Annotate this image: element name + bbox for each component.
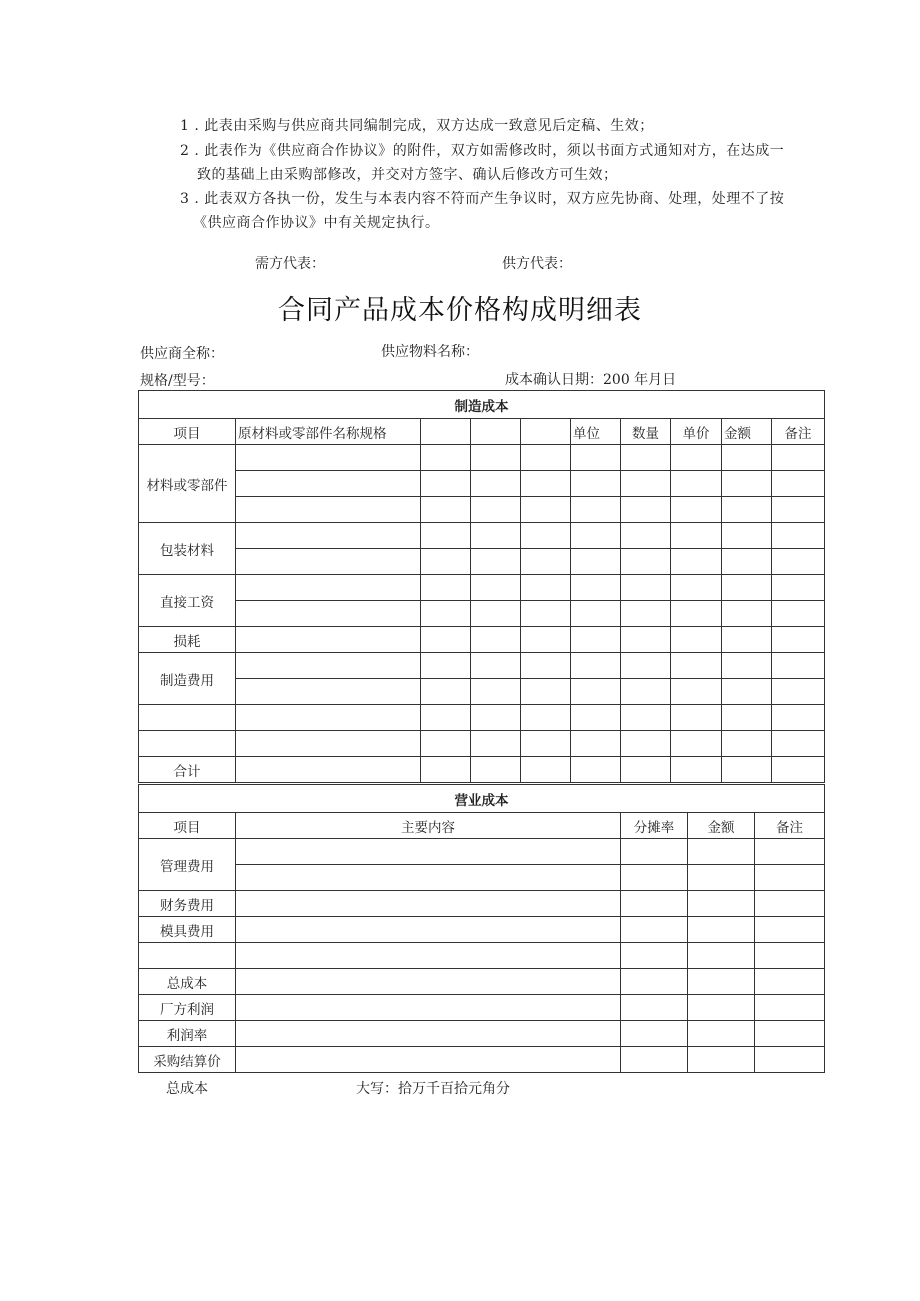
row-label-profit-rate: 利润率	[139, 1021, 236, 1047]
input-cell[interactable]	[755, 969, 825, 995]
input-cell[interactable]	[521, 497, 571, 523]
input-cell[interactable]	[471, 653, 521, 679]
input-cell[interactable]	[772, 731, 825, 757]
input-cell[interactable]	[521, 627, 571, 653]
input-cell[interactable]	[722, 471, 772, 497]
input-cell[interactable]	[621, 839, 688, 865]
footer-total-cost-label: 总成本	[166, 1081, 208, 1097]
note-line-4: 3 . 此表双方各执一份，发生与本表内容不符而产生争议时，双方应先协商、处理，处理不了按	[180, 191, 785, 207]
input-cell[interactable]	[621, 995, 688, 1021]
input-cell[interactable]	[688, 891, 755, 917]
input-cell[interactable]	[688, 1021, 755, 1047]
input-cell[interactable]	[521, 471, 571, 497]
input-cell[interactable]	[471, 445, 521, 471]
input-cell[interactable]	[688, 839, 755, 865]
input-cell[interactable]	[621, 891, 688, 917]
row-label-blank[interactable]	[139, 705, 236, 731]
input-cell[interactable]	[722, 575, 772, 601]
row-label-finance-expense: 财务费用	[139, 891, 236, 917]
input-cell[interactable]	[621, 969, 688, 995]
input-cell[interactable]	[236, 601, 421, 627]
input-cell[interactable]	[621, 627, 671, 653]
input-cell[interactable]	[671, 575, 722, 601]
input-cell[interactable]	[671, 471, 722, 497]
header-item: 项目	[139, 813, 236, 839]
input-cell[interactable]	[421, 705, 471, 731]
input-cell[interactable]	[471, 757, 521, 783]
input-cell[interactable]	[755, 995, 825, 1021]
input-cell[interactable]	[471, 627, 521, 653]
input-cell[interactable]	[571, 757, 621, 783]
input-cell[interactable]	[755, 839, 825, 865]
input-cell[interactable]	[571, 445, 621, 471]
input-cell[interactable]	[621, 865, 688, 891]
input-cell[interactable]	[571, 523, 621, 549]
input-cell[interactable]	[236, 705, 421, 731]
input-cell[interactable]	[236, 575, 421, 601]
input-cell[interactable]	[722, 549, 772, 575]
input-cell[interactable]	[772, 445, 825, 471]
input-cell[interactable]	[772, 523, 825, 549]
input-cell[interactable]	[521, 705, 571, 731]
input-cell[interactable]	[471, 523, 521, 549]
input-cell[interactable]	[671, 679, 722, 705]
header-material-spec: 原材料或零部件名称规格	[236, 419, 421, 445]
input-cell[interactable]	[421, 757, 471, 783]
input-cell[interactable]	[755, 865, 825, 891]
operating-section-title: 营业成本	[139, 785, 825, 813]
input-cell[interactable]	[621, 731, 671, 757]
input-cell[interactable]	[621, 497, 671, 523]
input-cell[interactable]	[755, 943, 825, 969]
input-cell[interactable]	[471, 679, 521, 705]
input-cell[interactable]	[621, 705, 671, 731]
input-cell[interactable]	[236, 523, 421, 549]
input-cell[interactable]	[421, 601, 471, 627]
input-cell[interactable]	[722, 757, 772, 783]
input-cell[interactable]	[521, 445, 571, 471]
row-label-mold-expense: 模具费用	[139, 917, 236, 943]
input-cell[interactable]	[772, 497, 825, 523]
input-cell[interactable]	[471, 471, 521, 497]
input-cell[interactable]	[521, 731, 571, 757]
supplier-name-label: 供应商全称：	[140, 346, 224, 362]
buyer-representative: 需方代表：	[255, 256, 325, 272]
input-cell[interactable]	[755, 891, 825, 917]
header-remark: 备注	[772, 419, 825, 445]
input-cell[interactable]	[688, 995, 755, 1021]
input-cell[interactable]	[571, 601, 621, 627]
input-cell[interactable]	[722, 731, 772, 757]
material-name-label: 供应物料名称：	[381, 344, 479, 360]
input-cell[interactable]	[755, 1047, 825, 1073]
input-cell[interactable]	[671, 705, 722, 731]
header-item: 项目	[139, 419, 236, 445]
input-cell[interactable]	[621, 917, 688, 943]
input-cell[interactable]	[755, 1021, 825, 1047]
supplier-representative: 供方代表：	[502, 256, 572, 272]
header-allocation-rate: 分摊率	[621, 813, 688, 839]
input-cell[interactable]	[688, 943, 755, 969]
input-cell[interactable]	[421, 549, 471, 575]
note-line-1: 1 . 此表由采购与供应商共同编制完成，双方达成一致意见后定稿、生效；	[180, 118, 654, 134]
input-cell[interactable]	[236, 865, 621, 891]
empty-cell	[421, 419, 471, 445]
input-cell[interactable]	[688, 969, 755, 995]
input-cell[interactable]	[236, 471, 421, 497]
input-cell[interactable]	[722, 523, 772, 549]
input-cell[interactable]	[621, 575, 671, 601]
input-cell[interactable]	[621, 943, 688, 969]
input-cell[interactable]	[722, 653, 772, 679]
input-cell[interactable]	[688, 865, 755, 891]
input-cell[interactable]	[621, 1021, 688, 1047]
input-cell[interactable]	[571, 653, 621, 679]
spec-label: 规格/型号：	[140, 373, 215, 389]
row-label-packaging: 包装材料	[139, 523, 236, 575]
input-cell[interactable]	[421, 575, 471, 601]
input-cell[interactable]	[421, 731, 471, 757]
note-line-5: 《供应商合作协议》中有关规定执行。	[193, 215, 440, 231]
input-cell[interactable]	[236, 653, 421, 679]
input-cell[interactable]	[471, 575, 521, 601]
input-cell[interactable]	[236, 757, 421, 783]
row-label-materials: 材料或零部件	[139, 445, 236, 523]
input-cell[interactable]	[671, 445, 722, 471]
row-label-management-expense: 管理费用	[139, 839, 236, 891]
input-cell[interactable]	[621, 1047, 688, 1073]
input-cell[interactable]	[621, 679, 671, 705]
input-cell[interactable]	[236, 679, 421, 705]
input-cell[interactable]	[772, 549, 825, 575]
header-unit-price: 单价	[671, 419, 722, 445]
footer-capital-amount-label: 大写：拾万千百拾元角分	[356, 1081, 510, 1097]
input-cell[interactable]	[772, 601, 825, 627]
input-cell[interactable]	[421, 627, 471, 653]
input-cell[interactable]	[621, 523, 671, 549]
input-cell[interactable]	[772, 679, 825, 705]
input-cell[interactable]	[236, 445, 421, 471]
input-cell[interactable]	[236, 549, 421, 575]
input-cell[interactable]	[236, 995, 621, 1021]
input-cell[interactable]	[621, 757, 671, 783]
input-cell[interactable]	[471, 705, 521, 731]
input-cell[interactable]	[521, 523, 571, 549]
input-cell[interactable]	[621, 445, 671, 471]
input-cell[interactable]	[571, 497, 621, 523]
input-cell[interactable]	[421, 445, 471, 471]
header-amount: 金额	[722, 419, 772, 445]
input-cell[interactable]	[722, 627, 772, 653]
confirm-date-label: 成本确认日期：200 年月日	[505, 372, 677, 388]
input-cell[interactable]	[521, 757, 571, 783]
input-cell[interactable]	[722, 445, 772, 471]
input-cell[interactable]	[722, 679, 772, 705]
row-label-blank[interactable]	[139, 943, 236, 969]
input-cell[interactable]	[671, 549, 722, 575]
input-cell[interactable]	[421, 523, 471, 549]
input-cell[interactable]	[772, 471, 825, 497]
input-cell[interactable]	[421, 679, 471, 705]
input-cell[interactable]	[236, 917, 621, 943]
input-cell[interactable]	[755, 917, 825, 943]
input-cell[interactable]	[236, 731, 421, 757]
input-cell[interactable]	[521, 601, 571, 627]
input-cell[interactable]	[236, 497, 421, 523]
header-main-content: 主要内容	[236, 813, 621, 839]
input-cell[interactable]	[471, 601, 521, 627]
input-cell[interactable]	[621, 601, 671, 627]
input-cell[interactable]	[722, 705, 772, 731]
input-cell[interactable]	[671, 601, 722, 627]
operating-cost-table	[138, 784, 825, 1073]
input-cell[interactable]	[571, 471, 621, 497]
input-cell[interactable]	[521, 575, 571, 601]
row-label-purchase-settlement-price: 采购结算价	[139, 1047, 236, 1073]
input-cell[interactable]	[621, 653, 671, 679]
input-cell[interactable]	[772, 575, 825, 601]
input-cell[interactable]	[236, 627, 421, 653]
input-cell[interactable]	[671, 627, 722, 653]
manufacturing-cost-table	[138, 390, 825, 783]
empty-cell	[521, 419, 571, 445]
input-cell[interactable]	[421, 653, 471, 679]
input-cell[interactable]	[671, 731, 722, 757]
input-cell[interactable]	[571, 627, 621, 653]
input-cell[interactable]	[236, 1021, 621, 1047]
input-cell[interactable]	[236, 943, 621, 969]
input-cell[interactable]	[671, 523, 722, 549]
row-label-overhead: 制造费用	[139, 653, 236, 705]
input-cell[interactable]	[471, 497, 521, 523]
input-cell[interactable]	[671, 653, 722, 679]
input-cell[interactable]	[571, 549, 621, 575]
input-cell[interactable]	[671, 757, 722, 783]
input-cell[interactable]	[571, 731, 621, 757]
input-cell[interactable]	[571, 705, 621, 731]
input-cell[interactable]	[236, 1047, 621, 1073]
input-cell[interactable]	[688, 1047, 755, 1073]
input-cell[interactable]	[688, 917, 755, 943]
input-cell[interactable]	[471, 731, 521, 757]
input-cell[interactable]	[236, 839, 621, 865]
input-cell[interactable]	[236, 891, 621, 917]
input-cell[interactable]	[471, 549, 521, 575]
note-line-2: 2 . 此表作为《供应商合作协议》的附件，双方如需修改时，须以书面方式通知对方，在达成一	[180, 143, 785, 159]
input-cell[interactable]	[722, 601, 772, 627]
input-cell[interactable]	[236, 969, 621, 995]
note-line-3: 致的基础上由采购部修改，并交对方签字、确认后修改方可生效；	[197, 167, 618, 183]
input-cell[interactable]	[722, 497, 772, 523]
row-label-total-cost: 总成本	[139, 969, 236, 995]
empty-cell	[471, 419, 521, 445]
row-label-loss: 损耗	[139, 627, 236, 653]
header-amount: 金额	[688, 813, 755, 839]
input-cell[interactable]	[571, 575, 621, 601]
input-cell[interactable]	[621, 549, 671, 575]
input-cell[interactable]	[772, 627, 825, 653]
row-label-factory-profit: 厂方利润	[139, 995, 236, 1021]
row-label-total: 合计	[139, 757, 236, 783]
header-remark: 备注	[755, 813, 825, 839]
input-cell[interactable]	[671, 497, 722, 523]
input-cell[interactable]	[772, 653, 825, 679]
page-title: 合同产品成本价格构成明细表	[278, 295, 642, 326]
row-label-direct-labor: 直接工资	[139, 575, 236, 627]
row-label-blank[interactable]	[139, 731, 236, 757]
input-cell[interactable]	[421, 471, 471, 497]
input-cell[interactable]	[772, 705, 825, 731]
input-cell[interactable]	[521, 653, 571, 679]
input-cell[interactable]	[521, 679, 571, 705]
input-cell[interactable]	[521, 549, 571, 575]
input-cell[interactable]	[772, 757, 825, 783]
input-cell[interactable]	[621, 471, 671, 497]
header-quantity: 数量	[621, 419, 671, 445]
input-cell[interactable]	[571, 679, 621, 705]
manufacturing-section-title: 制造成本	[139, 391, 825, 419]
header-unit: 单位	[571, 419, 621, 445]
input-cell[interactable]	[421, 497, 471, 523]
